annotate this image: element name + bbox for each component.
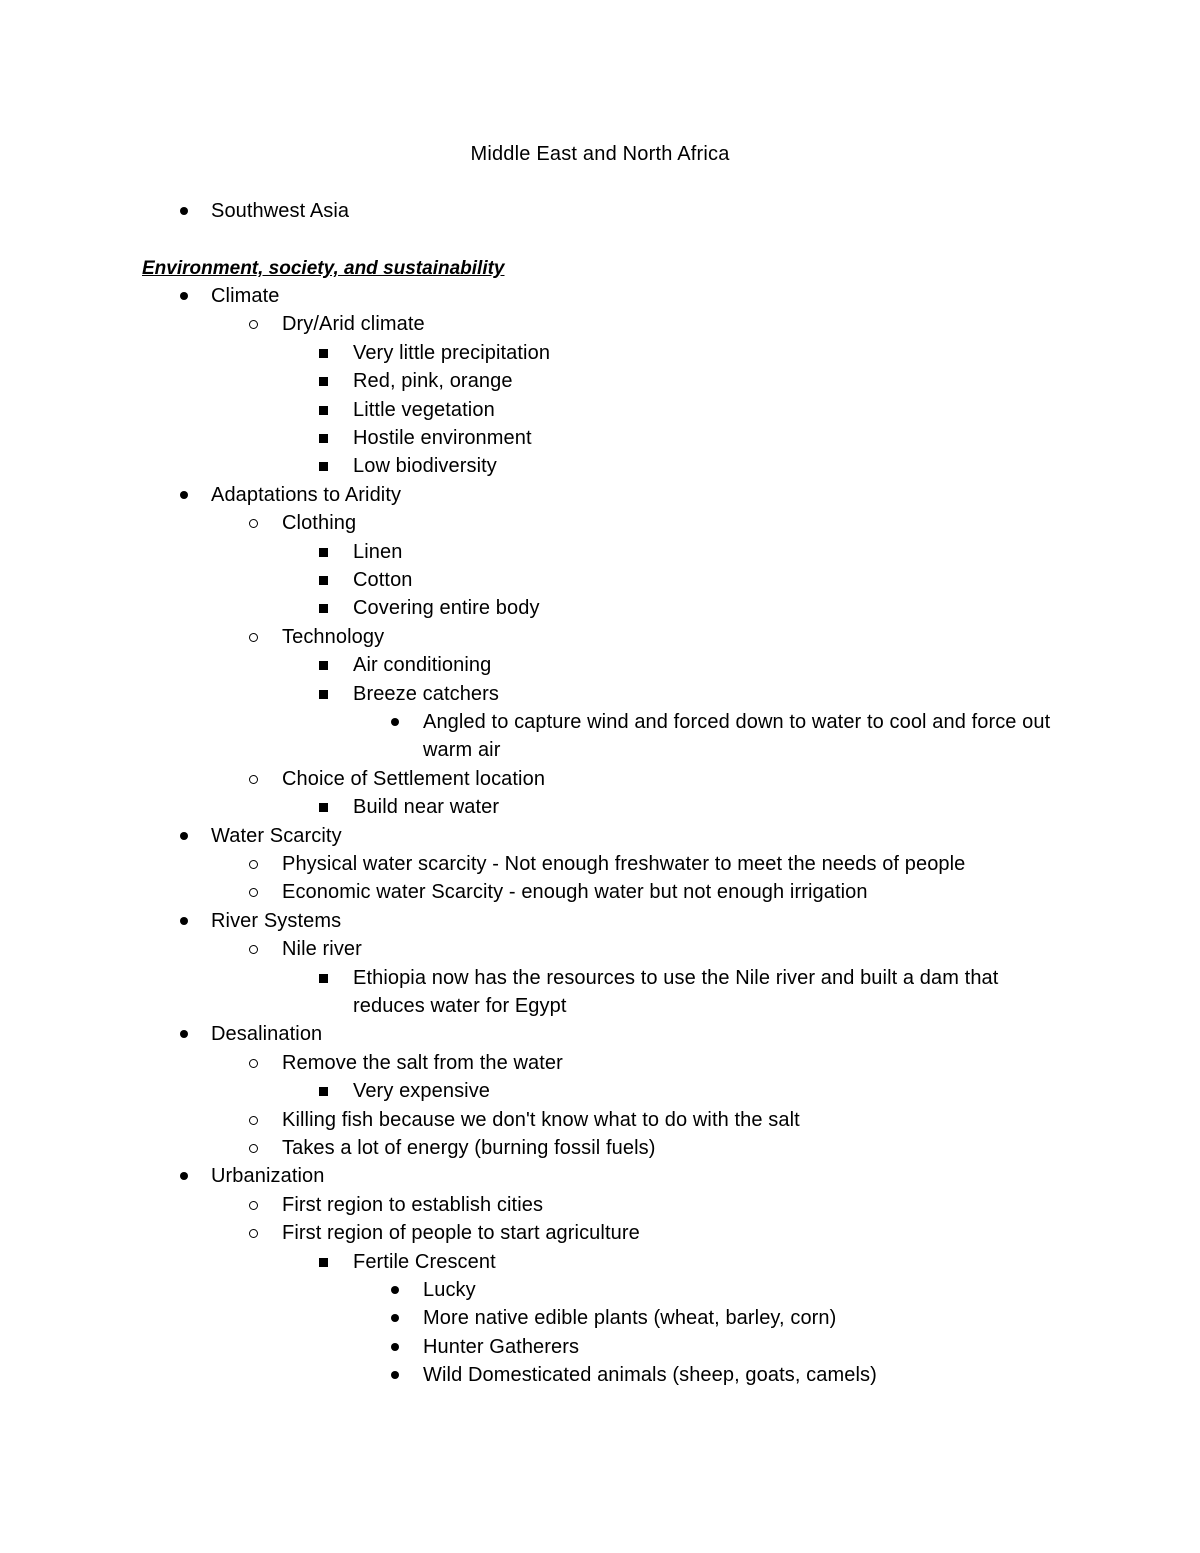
square-bullet-icon <box>318 680 332 708</box>
square-bullet-icon <box>318 594 332 622</box>
square-bullet-icon <box>318 452 332 480</box>
square-bullet-icon <box>318 964 332 992</box>
square-bullet-icon <box>318 793 332 821</box>
outline-item-text: Water Scarcity <box>211 824 342 847</box>
outline-item-text: Takes a lot of energy (burning fossil fuels) <box>282 1137 656 1159</box>
outline-item-text: Desalination <box>211 1023 323 1046</box>
square-bullet-icon <box>318 651 332 679</box>
outline-item-text: Air conditioning <box>353 654 492 677</box>
hollow-bullet-icon <box>248 1049 262 1077</box>
outline-item-text: Economic water Scarcity - enough water but not enough irrigation <box>282 881 868 904</box>
outline-item-text: First region to establish cities <box>282 1193 544 1216</box>
hollow-bullet-icon <box>248 623 262 651</box>
filled-bullet-icon <box>178 907 192 935</box>
filled-bullet-icon <box>389 708 403 736</box>
filled-bullet-icon <box>178 282 192 310</box>
hollow-bullet-icon <box>248 935 262 963</box>
square-bullet-icon <box>318 1248 332 1276</box>
outline-item-text: Hunter Gatherers <box>423 1335 580 1358</box>
outline-item-text: Fertile Crescent <box>353 1250 496 1273</box>
outline-item-text: Ethiopia now has the resources to use the Nile river and built a dam that reduces water for Egypt <box>353 966 999 1017</box>
outline-item-text: Technology <box>282 625 385 648</box>
outline-item-text: Dry/Arid climate <box>282 313 425 336</box>
outline-item-text: Hostile environment <box>353 427 532 449</box>
filled-bullet-icon <box>178 822 192 850</box>
outline-item-text: Linen <box>353 540 403 563</box>
outline-item-text: Lucky <box>423 1279 476 1301</box>
hollow-bullet-icon <box>248 1219 262 1247</box>
section-heading: Environment, society, and sustainability <box>142 258 505 279</box>
hollow-bullet-icon <box>248 765 262 793</box>
filled-bullet-icon <box>389 1333 403 1361</box>
hollow-bullet-icon <box>248 850 262 878</box>
outline-item-text: Red, pink, orange <box>353 370 513 393</box>
outline-item-text: Low biodiversity <box>353 455 497 478</box>
outline-item-text: River Systems <box>211 909 342 932</box>
outline-item-text: Adaptations to Aridity <box>211 483 402 506</box>
square-bullet-icon <box>318 339 332 367</box>
filled-bullet-icon <box>389 1276 403 1304</box>
outline-item-text: First region of people to start agriculture <box>282 1222 640 1245</box>
outline-item-text: Remove the salt from the water <box>282 1051 563 1074</box>
hollow-bullet-icon <box>248 1191 262 1219</box>
outline-item-text: Breeze catchers <box>353 682 500 705</box>
hollow-bullet-icon <box>248 509 262 537</box>
outline-item-text: Urbanization <box>211 1165 325 1188</box>
outline-item-text: Very expensive <box>353 1080 491 1103</box>
filled-bullet-icon <box>178 1162 192 1190</box>
hollow-bullet-icon <box>248 1134 262 1162</box>
outline-item-text: Cotton <box>353 569 413 591</box>
square-bullet-icon <box>318 1077 332 1105</box>
square-bullet-icon <box>318 367 332 395</box>
outline-item-text: Clothing <box>282 512 357 535</box>
outline-item-text: Covering entire body <box>353 597 540 620</box>
outline-item-text: Angled to capture wind and forced down to water to cool and force out warm air <box>423 711 1051 762</box>
outline-item-text: Killing fish because we don't know what to do with the salt <box>282 1108 800 1131</box>
filled-bullet-icon <box>178 197 192 225</box>
outline-item-text: Very little precipitation <box>353 341 551 364</box>
outline-item-text: More native edible plants (wheat, barley, corn) <box>423 1307 837 1330</box>
filled-bullet-icon <box>178 481 192 509</box>
filled-bullet-icon <box>389 1304 403 1332</box>
intro-item-text: Southwest Asia <box>211 200 350 222</box>
outline-item-text: Build near water <box>353 796 500 819</box>
outline-item-text: Little vegetation <box>353 398 495 421</box>
outline-item-text: Physical water scarcity - Not enough freshwater to meet the needs of people <box>282 853 966 875</box>
outline-item-text: Choice of Settlement location <box>282 767 546 790</box>
document-title: Middle East and North Africa <box>470 143 730 165</box>
outline-item-text: Wild Domesticated animals (sheep, goats, camels) <box>423 1364 877 1387</box>
square-bullet-icon <box>318 424 332 452</box>
filled-bullet-icon <box>389 1361 403 1389</box>
outline-item-text: Nile river <box>282 938 362 961</box>
hollow-bullet-icon <box>248 310 262 338</box>
square-bullet-icon <box>318 566 332 594</box>
hollow-bullet-icon <box>248 1106 262 1134</box>
hollow-bullet-icon <box>248 878 262 906</box>
square-bullet-icon <box>318 396 332 424</box>
square-bullet-icon <box>318 538 332 566</box>
filled-bullet-icon <box>178 1020 192 1048</box>
outline-item-text: Climate <box>211 285 280 307</box>
